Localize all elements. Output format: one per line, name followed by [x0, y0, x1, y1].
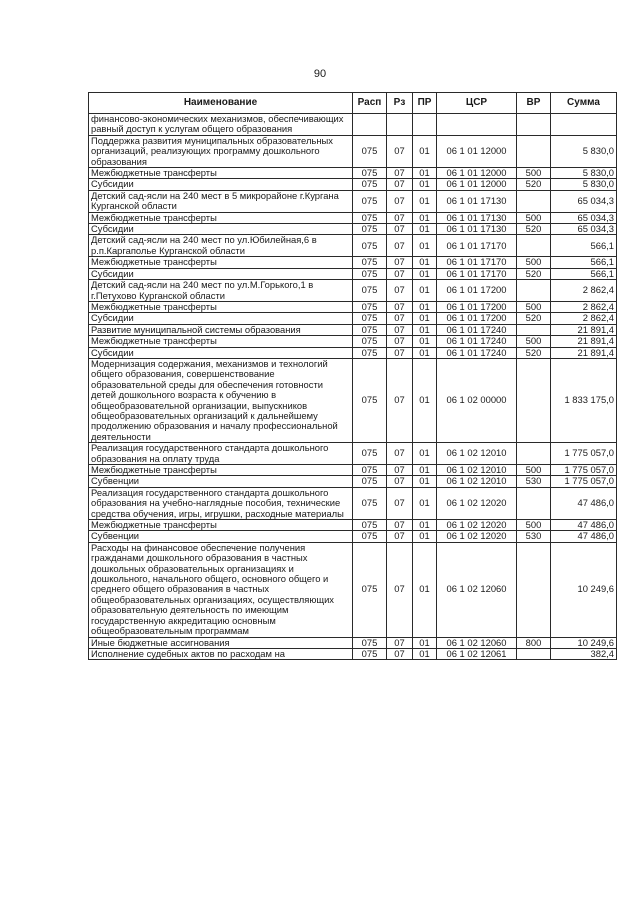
- cell-rz: 07: [387, 280, 413, 302]
- cell-csr: 06 1 02 00000: [437, 358, 517, 442]
- cell-pr: 01: [413, 313, 437, 324]
- table-row: [89, 336, 617, 347]
- cell-vr: 500: [517, 168, 551, 179]
- cell-csr: 06 1 01 17240: [437, 347, 517, 358]
- cell-rasp: 075: [353, 190, 387, 212]
- cell-sum: 1 775 057,0: [551, 465, 617, 476]
- cell-rasp: 075: [353, 465, 387, 476]
- cell-vr: [517, 324, 551, 335]
- cell-sum: 566,1: [551, 235, 617, 257]
- col-header-vr: ВР: [517, 93, 551, 114]
- cell-rz: 07: [387, 465, 413, 476]
- table-row: [89, 476, 617, 487]
- cell-sum: 65 034,3: [551, 224, 617, 235]
- cell-rasp: 075: [353, 268, 387, 279]
- cell-csr: 06 1 01 17130: [437, 224, 517, 235]
- cell-sum: 21 891,4: [551, 336, 617, 347]
- cell-pr: 01: [413, 135, 437, 167]
- cell-pr: 01: [413, 520, 437, 531]
- cell-vr: 520: [517, 179, 551, 190]
- cell-name: Межбюджетные трансферты: [89, 336, 353, 347]
- cell-pr: 01: [413, 168, 437, 179]
- cell-name: Субсидии: [89, 179, 353, 190]
- cell-rasp: 075: [353, 531, 387, 542]
- table-row: [89, 465, 617, 476]
- cell-sum: 10 249,6: [551, 542, 617, 637]
- cell-name: Детский сад-ясли на 240 мест по ул.М.Горького,1 в г.Петухово Курганской области: [89, 280, 353, 302]
- cell-rz: 07: [387, 476, 413, 487]
- cell-rasp: 075: [353, 324, 387, 335]
- table-row: [89, 280, 617, 302]
- cell-sum: [551, 114, 617, 136]
- cell-name: Субвенции: [89, 476, 353, 487]
- cell-rz: 07: [387, 257, 413, 268]
- cell-name: Субсидии: [89, 224, 353, 235]
- cell-rasp: 075: [353, 637, 387, 648]
- cell-pr: 01: [413, 301, 437, 312]
- cell-rz: [387, 114, 413, 136]
- cell-name: Межбюджетные трансферты: [89, 168, 353, 179]
- cell-vr: 500: [517, 465, 551, 476]
- cell-csr: 06 1 01 17130: [437, 190, 517, 212]
- table-row: [89, 443, 617, 465]
- table-row: [89, 257, 617, 268]
- cell-rasp: [353, 114, 387, 136]
- cell-sum: 566,1: [551, 268, 617, 279]
- cell-rasp: 075: [353, 235, 387, 257]
- cell-vr: 520: [517, 224, 551, 235]
- table-row: [89, 347, 617, 358]
- cell-vr: 500: [517, 212, 551, 223]
- table-row: [89, 179, 617, 190]
- cell-rz: 07: [387, 324, 413, 335]
- col-header-rasp: Расп: [353, 93, 387, 114]
- cell-rasp: 075: [353, 358, 387, 442]
- cell-vr: 530: [517, 476, 551, 487]
- table-row: [89, 212, 617, 223]
- cell-name: Субсидии: [89, 347, 353, 358]
- cell-rz: 07: [387, 313, 413, 324]
- cell-name: финансово-экономических механизмов, обеспечивающих равный доступ к услугам общего образования: [89, 114, 353, 136]
- cell-sum: 47 486,0: [551, 520, 617, 531]
- table-row: [89, 235, 617, 257]
- cell-vr: 500: [517, 336, 551, 347]
- table-header: [89, 93, 617, 114]
- cell-csr: 06 1 01 17170: [437, 268, 517, 279]
- cell-csr: 06 1 01 17170: [437, 235, 517, 257]
- cell-sum: 1 775 057,0: [551, 443, 617, 465]
- table-row: [89, 358, 617, 442]
- cell-sum: 21 891,4: [551, 324, 617, 335]
- cell-vr: 500: [517, 520, 551, 531]
- cell-pr: 01: [413, 476, 437, 487]
- cell-pr: 01: [413, 531, 437, 542]
- cell-name: Межбюджетные трансферты: [89, 212, 353, 223]
- cell-name: Субсидии: [89, 268, 353, 279]
- cell-sum: 5 830,0: [551, 179, 617, 190]
- cell-name: Иные бюджетные ассигнования: [89, 637, 353, 648]
- cell-csr: 06 1 02 12060: [437, 637, 517, 648]
- cell-vr: [517, 135, 551, 167]
- cell-name: Межбюджетные трансферты: [89, 465, 353, 476]
- cell-rasp: 075: [353, 179, 387, 190]
- cell-pr: 01: [413, 542, 437, 637]
- page-number: 90: [313, 68, 327, 80]
- cell-csr: 06 1 01 17240: [437, 324, 517, 335]
- cell-rz: 07: [387, 531, 413, 542]
- cell-sum: 10 249,6: [551, 637, 617, 648]
- cell-csr: 06 1 01 12000: [437, 168, 517, 179]
- cell-name: Расходы на финансовое обеспечение получения гражданами дошкольного образования в частных дошкольных образовательных организациях и дошкольного, начального общего, основного общего и среднего общего образования в частных общеобразовательных организациях, осуществляющих образовательную деятельность по имеющим государственную аккредитацию основным общеобразовательным программам: [89, 542, 353, 637]
- cell-pr: 01: [413, 443, 437, 465]
- cell-csr: 06 1 01 17200: [437, 301, 517, 312]
- cell-rasp: 075: [353, 212, 387, 223]
- cell-csr: 06 1 01 17240: [437, 336, 517, 347]
- cell-vr: [517, 542, 551, 637]
- cell-csr: 06 1 02 12010: [437, 465, 517, 476]
- budget-table: [88, 92, 617, 660]
- cell-vr: 520: [517, 268, 551, 279]
- cell-rz: 07: [387, 179, 413, 190]
- cell-rz: 07: [387, 301, 413, 312]
- cell-sum: 2 862,4: [551, 301, 617, 312]
- cell-pr: 01: [413, 268, 437, 279]
- cell-sum: 47 486,0: [551, 531, 617, 542]
- table-row: [89, 531, 617, 542]
- cell-rz: 07: [387, 487, 413, 519]
- cell-pr: 01: [413, 235, 437, 257]
- cell-vr: [517, 280, 551, 302]
- cell-rasp: 075: [353, 542, 387, 637]
- cell-rasp: 075: [353, 336, 387, 347]
- table-row: [89, 542, 617, 637]
- cell-rasp: 075: [353, 301, 387, 312]
- cell-vr: [517, 358, 551, 442]
- cell-name: Реализация государственного стандарта дошкольного образования на учебно-наглядные пособия, технические средства обучения, игры, игрушки, расходные материалы: [89, 487, 353, 519]
- cell-rasp: 075: [353, 476, 387, 487]
- cell-sum: 1 775 057,0: [551, 476, 617, 487]
- table-row: [89, 520, 617, 531]
- cell-csr: 06 1 01 17200: [437, 280, 517, 302]
- cell-vr: [517, 487, 551, 519]
- table-row: [89, 224, 617, 235]
- cell-pr: 01: [413, 347, 437, 358]
- cell-rz: 07: [387, 224, 413, 235]
- cell-name: Субсидии: [89, 313, 353, 324]
- cell-name: Реализация государственного стандарта дошкольного образования на оплату труда: [89, 443, 353, 465]
- cell-rz: 07: [387, 135, 413, 167]
- cell-csr: [437, 114, 517, 136]
- cell-csr: 06 1 01 17130: [437, 212, 517, 223]
- cell-pr: [413, 114, 437, 136]
- cell-sum: 47 486,0: [551, 487, 617, 519]
- cell-csr: 06 1 02 12060: [437, 542, 517, 637]
- cell-rz: 07: [387, 235, 413, 257]
- cell-rz: 07: [387, 190, 413, 212]
- cell-pr: 01: [413, 280, 437, 302]
- cell-pr: 01: [413, 324, 437, 335]
- table-row: [89, 301, 617, 312]
- table-row: [89, 648, 617, 659]
- col-header-csr: ЦСР: [437, 93, 517, 114]
- table-row: [89, 190, 617, 212]
- cell-rasp: 075: [353, 648, 387, 659]
- cell-vr: 500: [517, 257, 551, 268]
- table-row: [89, 324, 617, 335]
- table-row: [89, 313, 617, 324]
- cell-vr: [517, 190, 551, 212]
- cell-pr: 01: [413, 487, 437, 519]
- cell-sum: 5 830,0: [551, 135, 617, 167]
- cell-rasp: 075: [353, 487, 387, 519]
- cell-pr: 01: [413, 648, 437, 659]
- cell-vr: [517, 114, 551, 136]
- cell-sum: 1 833 175,0: [551, 358, 617, 442]
- cell-name: Детский сад-ясли на 240 мест по ул.Юбилейная,6 в р.п.Каргаполье Курганской области: [89, 235, 353, 257]
- cell-rasp: 075: [353, 280, 387, 302]
- cell-pr: 01: [413, 190, 437, 212]
- cell-vr: 500: [517, 301, 551, 312]
- cell-vr: [517, 648, 551, 659]
- cell-pr: 01: [413, 179, 437, 190]
- table-row: [89, 135, 617, 167]
- cell-sum: 2 862,4: [551, 280, 617, 302]
- cell-name: Межбюджетные трансферты: [89, 520, 353, 531]
- cell-name: Межбюджетные трансферты: [89, 301, 353, 312]
- cell-rasp: 075: [353, 135, 387, 167]
- cell-csr: 06 1 01 17170: [437, 257, 517, 268]
- cell-rasp: 075: [353, 224, 387, 235]
- cell-rz: 07: [387, 542, 413, 637]
- cell-rz: 07: [387, 336, 413, 347]
- col-header-pr: ПР: [413, 93, 437, 114]
- cell-rz: 07: [387, 520, 413, 531]
- cell-rz: 07: [387, 347, 413, 358]
- table-row: [89, 487, 617, 519]
- cell-name: Исполнение судебных актов по расходам на: [89, 648, 353, 659]
- cell-rasp: 075: [353, 168, 387, 179]
- table-row: [89, 268, 617, 279]
- cell-csr: 06 1 01 17200: [437, 313, 517, 324]
- cell-pr: 01: [413, 212, 437, 223]
- cell-csr: 06 1 02 12010: [437, 476, 517, 487]
- cell-rz: 07: [387, 637, 413, 648]
- cell-sum: 65 034,3: [551, 190, 617, 212]
- cell-sum: 2 862,4: [551, 313, 617, 324]
- cell-vr: 800: [517, 637, 551, 648]
- cell-rasp: 075: [353, 313, 387, 324]
- cell-rz: 07: [387, 268, 413, 279]
- cell-pr: 01: [413, 257, 437, 268]
- cell-csr: 06 1 02 12020: [437, 531, 517, 542]
- col-header-name: Наименование: [89, 93, 353, 114]
- cell-pr: 01: [413, 358, 437, 442]
- cell-rasp: 075: [353, 443, 387, 465]
- cell-csr: 06 1 01 12000: [437, 135, 517, 167]
- cell-sum: 382,4: [551, 648, 617, 659]
- col-header-rz: Рз: [387, 93, 413, 114]
- cell-name: Субвенции: [89, 531, 353, 542]
- cell-name: Межбюджетные трансферты: [89, 257, 353, 268]
- cell-sum: 566,1: [551, 257, 617, 268]
- cell-name: Поддержка развития муниципальных образовательных организаций, реализующих программу дошкольного образования: [89, 135, 353, 167]
- cell-rz: 07: [387, 648, 413, 659]
- cell-vr: [517, 235, 551, 257]
- cell-rasp: 075: [353, 347, 387, 358]
- cell-csr: 06 1 02 12061: [437, 648, 517, 659]
- cell-pr: 01: [413, 465, 437, 476]
- cell-csr: 06 1 02 12010: [437, 443, 517, 465]
- cell-sum: 65 034,3: [551, 212, 617, 223]
- cell-csr: 06 1 02 12020: [437, 487, 517, 519]
- cell-pr: 01: [413, 336, 437, 347]
- cell-sum: 21 891,4: [551, 347, 617, 358]
- cell-vr: [517, 443, 551, 465]
- col-header-sum: Сумма: [551, 93, 617, 114]
- cell-pr: 01: [413, 224, 437, 235]
- cell-vr: 530: [517, 531, 551, 542]
- cell-rasp: 075: [353, 257, 387, 268]
- cell-rz: 07: [387, 212, 413, 223]
- cell-name: Развитие муниципальной системы образования: [89, 324, 353, 335]
- table-row: [89, 637, 617, 648]
- cell-rz: 07: [387, 358, 413, 442]
- table-row: [89, 114, 617, 136]
- cell-pr: 01: [413, 637, 437, 648]
- cell-rz: 07: [387, 168, 413, 179]
- cell-rasp: 075: [353, 520, 387, 531]
- cell-vr: 520: [517, 313, 551, 324]
- cell-sum: 5 830,0: [551, 168, 617, 179]
- cell-csr: 06 1 01 12000: [437, 179, 517, 190]
- cell-name: Модернизация содержания, механизмов и технологий общего образования, совершенствование образовательной среды для обеспечения готовности детей дошкольного возраста к обучению в общеобразовательной организации, выпускников общеобразовательных организаций к дальнейшему продолжению образования и началу профессиональной деятельности: [89, 358, 353, 442]
- cell-csr: 06 1 02 12020: [437, 520, 517, 531]
- cell-vr: 520: [517, 347, 551, 358]
- table-row: [89, 168, 617, 179]
- cell-name: Детский сад-ясли на 240 мест в 5 микрорайоне г.Кургана Курганской области: [89, 190, 353, 212]
- cell-rz: 07: [387, 443, 413, 465]
